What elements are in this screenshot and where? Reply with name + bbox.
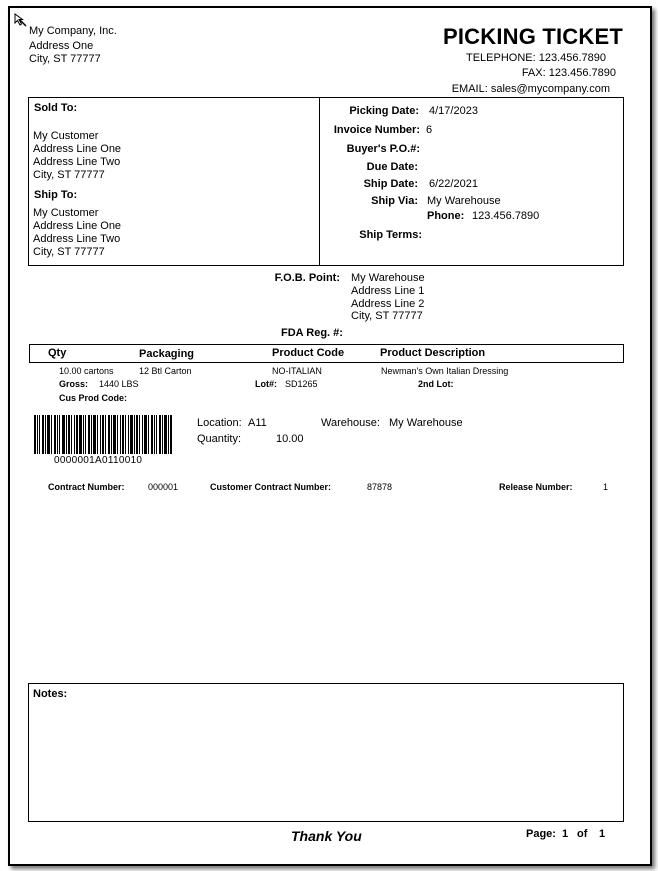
ship-to-label: Ship To:	[34, 189, 78, 201]
sold-to-line: Address Line Two	[33, 156, 121, 168]
company-address: Address One	[29, 40, 94, 52]
total-pages: 1	[599, 828, 606, 840]
second-lot-label: 2nd Lot:	[418, 379, 454, 389]
picking-date-label: Picking Date:	[349, 105, 419, 117]
company-city: City, ST 77777	[29, 53, 101, 65]
location-label: Location:	[197, 417, 242, 429]
contract-number-value: 000001	[148, 482, 179, 492]
phone-label: Phone:	[427, 210, 465, 222]
fob-point-label: F.O.B. Point:	[274, 272, 340, 284]
page-label: Page:	[526, 828, 556, 840]
sold-to-line: Address Line One	[33, 143, 122, 155]
location-value: A11	[248, 417, 267, 429]
fda-reg-label: FDA Reg. #:	[281, 327, 343, 339]
due-date-label: Due Date:	[366, 161, 418, 173]
invoice-number-label: Invoice Number:	[333, 124, 420, 136]
release-number-label: Release Number:	[499, 482, 573, 492]
item-packaging: 12 Btl Carton	[139, 366, 192, 376]
gross-value: 1440 LBS	[99, 379, 139, 389]
company-name: My Company, Inc.	[29, 25, 117, 37]
company-email: EMAIL: sales@mycompany.com	[451, 83, 610, 95]
notes-box	[28, 683, 624, 822]
buyers-po-label: Buyer's P.O.#:	[346, 143, 420, 155]
thank-you-text: Thank You	[291, 828, 362, 844]
item-description: Newman's Own Italian Dressing	[381, 366, 509, 376]
col-packaging: Packaging	[139, 348, 195, 360]
col-qty: Qty	[48, 347, 67, 359]
notes-label: Notes:	[33, 688, 68, 700]
cus-prod-code-label: Cus Prod Code:	[59, 393, 128, 403]
release-number-value: 1	[603, 482, 609, 492]
customer-contract-label: Customer Contract Number:	[210, 482, 332, 492]
fob-line: Address Line 2	[351, 298, 425, 310]
ship-to-line: City, ST 77777	[33, 246, 105, 258]
col-product-code: Product Code	[272, 347, 345, 359]
page-of-label: of	[577, 828, 588, 840]
contract-number-label: Contract Number:	[48, 482, 125, 492]
warehouse-value: My Warehouse	[389, 417, 463, 429]
page-number: 1	[562, 828, 569, 840]
sold-to-line: My Customer	[33, 130, 99, 142]
col-product-description: Product Description	[380, 347, 486, 359]
company-telephone: TELEPHONE: 123.456.7890	[465, 52, 606, 64]
ship-via-label: Ship Via:	[371, 195, 418, 207]
picking-date-value: 4/17/2023	[429, 105, 478, 117]
phone-value: 123.456.7890	[472, 210, 540, 222]
ship-via-value: My Warehouse	[427, 195, 501, 207]
barcode-image	[33, 415, 173, 454]
sold-to-label: Sold To:	[34, 102, 78, 114]
ship-date-value: 6/22/2021	[429, 178, 478, 190]
customer-contract-value: 87878	[367, 482, 393, 492]
lot-label: Lot#:	[255, 379, 277, 389]
quantity-value: 10.00	[276, 433, 304, 445]
ship-date-label: Ship Date:	[363, 178, 418, 190]
ship-to-line: My Customer	[33, 207, 99, 219]
lot-value: SD1265	[285, 379, 318, 389]
ship-to-line: Address Line One	[33, 220, 122, 232]
fob-line: My Warehouse	[351, 272, 425, 284]
gross-label: Gross:	[59, 379, 89, 389]
ship-terms-label: Ship Terms:	[359, 229, 422, 241]
fob-line: City, ST 77777	[351, 310, 423, 322]
sold-to-line: City, ST 77777	[33, 169, 105, 181]
ship-to-line: Address Line Two	[33, 233, 121, 245]
fob-line: Address Line 1	[351, 285, 425, 297]
cursor-arrow-icon	[14, 13, 28, 27]
item-product-code: NO-ITALIAN	[272, 366, 322, 376]
quantity-label: Quantity:	[197, 433, 242, 445]
barcode-text: 0000001A0110010	[54, 455, 143, 466]
document-title: PICKING TICKET	[442, 24, 623, 49]
warehouse-label: Warehouse:	[321, 417, 380, 429]
company-fax: FAX: 123.456.7890	[521, 67, 616, 79]
invoice-number-value: 6	[426, 124, 433, 136]
item-qty: 10.00 cartons	[59, 366, 114, 376]
